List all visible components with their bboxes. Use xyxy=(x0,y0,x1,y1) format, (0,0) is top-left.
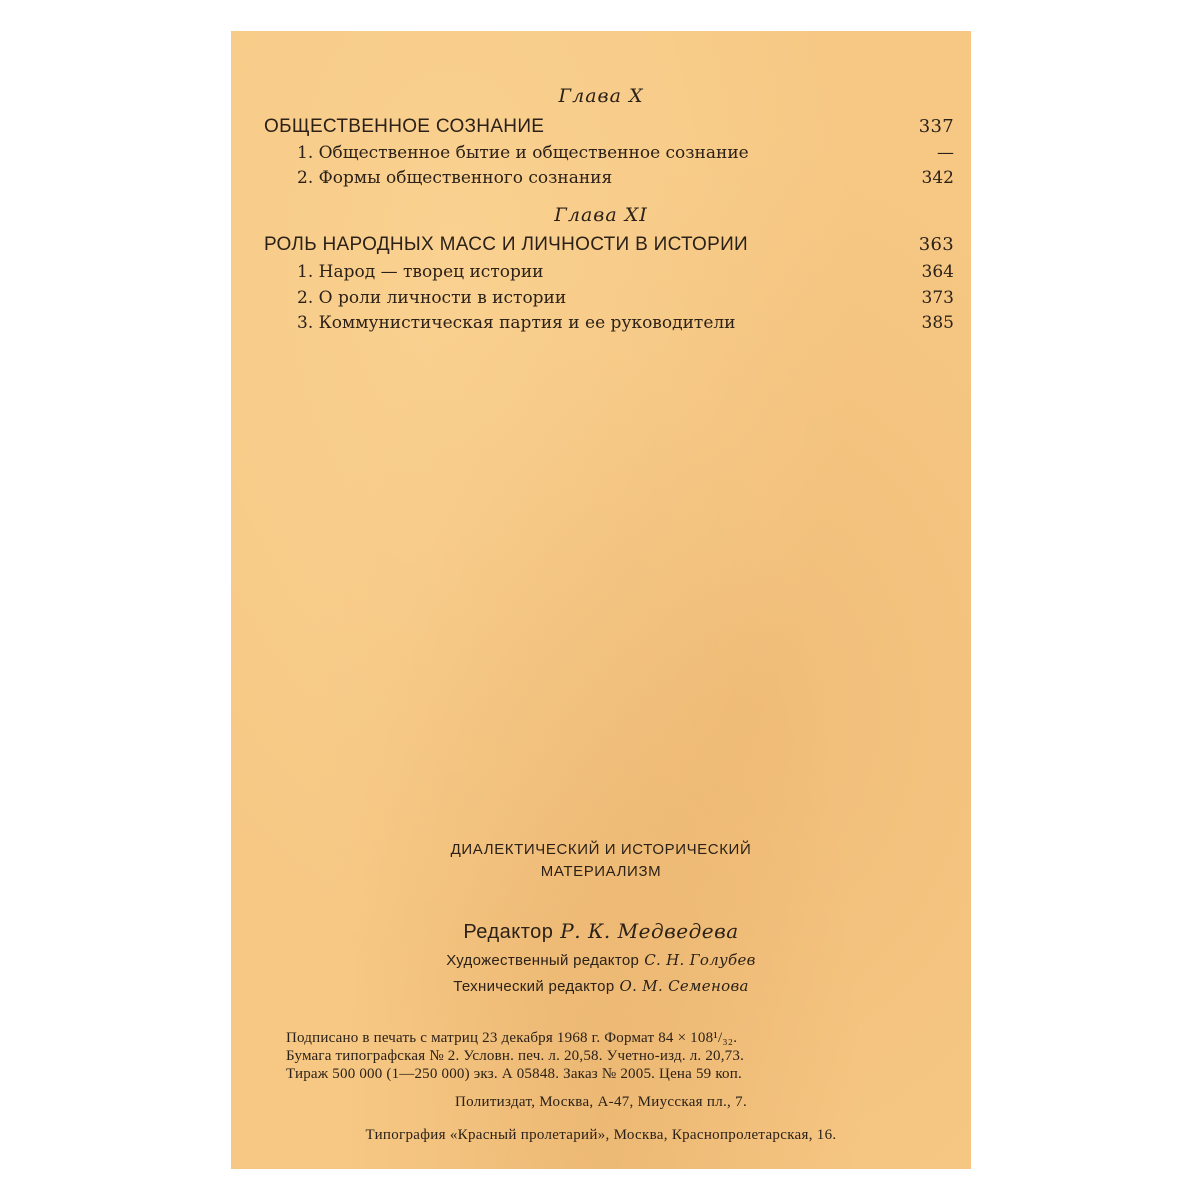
page-number: — xyxy=(937,143,954,163)
page-number: 363 xyxy=(918,234,954,255)
imprint-line: Тираж 500 000 (1—250 000) экз. А 05848. Заказ № 2005. Цена 59 коп. xyxy=(286,1066,742,1082)
art-editor-credit xyxy=(231,951,971,969)
editor-name: Р. К. Медведева xyxy=(560,919,739,943)
imprint-block xyxy=(286,1029,911,1083)
page-number: 342 xyxy=(921,168,954,188)
item-title: 1. Общественное бытие и общественное сознание xyxy=(297,143,749,163)
printer-address: Типография «Красный пролетарий», Москва, Краснопролетарская, 16. xyxy=(365,1127,837,1143)
toc-item xyxy=(264,313,954,333)
chapter-title: РОЛЬ НАРОДНЫХ МАСС И ЛИЧНОСТИ В ИСТОРИИ xyxy=(264,234,748,255)
page-number: 337 xyxy=(918,116,954,137)
toc-item xyxy=(264,288,954,308)
art-editor-role: Художественный редактор xyxy=(446,952,640,969)
page-number: 385 xyxy=(921,313,954,333)
toc-item xyxy=(264,168,954,188)
chapter-label: Глава XI xyxy=(554,204,648,226)
chapter-title: ОБЩЕСТВЕННОЕ СОЗНАНИЕ xyxy=(264,116,545,137)
art-editor-name: С. Н. Голубев xyxy=(644,951,756,969)
publisher-address: Политиздат, Москва, А-47, Миусская пл., 7. xyxy=(454,1094,748,1110)
item-title: 2. О роли личности в истории xyxy=(297,288,567,308)
toc-item xyxy=(264,143,954,163)
tech-editor-name: О. М. Семенова xyxy=(619,977,749,995)
toc-chapter-heading xyxy=(264,116,954,138)
item-title: 2. Формы общественного сознания xyxy=(297,168,613,188)
page-number: 364 xyxy=(921,262,954,282)
imprint-line: Бумага типографская № 2. Условн. печ. л. 20,58. Учетно-изд. л. 20,73. xyxy=(286,1048,745,1064)
editor-credit xyxy=(231,919,971,944)
book-page xyxy=(231,31,971,1169)
book-title-line: МАТЕРИАЛИЗМ xyxy=(540,863,662,880)
chapter-label: Глава X xyxy=(558,85,644,107)
tech-editor-credit xyxy=(231,977,971,995)
book-title-line: ДИАЛЕКТИЧЕСКИЙ И ИСТОРИЧЕСКИЙ xyxy=(450,841,752,858)
book-title xyxy=(231,839,971,883)
imprint-line: Подписано в печать с матриц 23 декабря 1968 г. Формат 84 × 108¹/₃₂. xyxy=(286,1030,738,1046)
editor-role: Редактор xyxy=(463,921,554,943)
toc-chapter-heading xyxy=(264,234,954,256)
page-number: 373 xyxy=(921,288,954,308)
item-title: 3. Коммунистическая партия и ее руководители xyxy=(297,313,736,333)
tech-editor-role: Технический редактор xyxy=(453,978,615,995)
toc-item xyxy=(264,262,954,282)
item-title: 1. Народ — творец истории xyxy=(297,262,544,282)
